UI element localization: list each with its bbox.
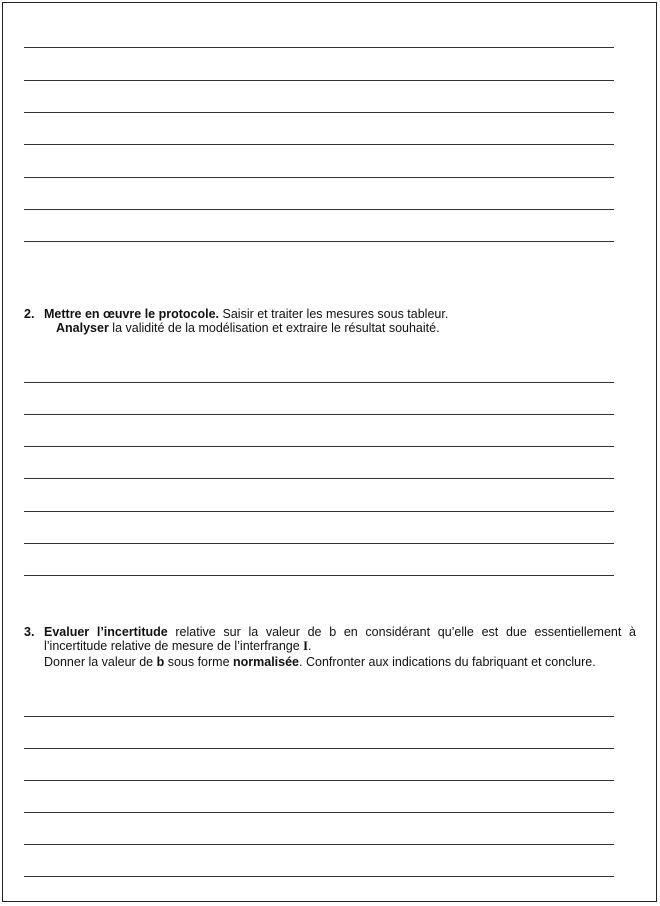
bold-phrase: Mettre en œuvre le protocole. xyxy=(44,307,220,321)
answer-line xyxy=(24,177,614,178)
bold-phrase: normalisée xyxy=(233,655,300,669)
question-line xyxy=(44,655,636,669)
question-line xyxy=(44,625,636,639)
question-number: 3. xyxy=(24,625,35,639)
answer-line xyxy=(24,414,614,415)
answer-line xyxy=(24,382,614,383)
answer-line xyxy=(24,844,614,845)
text-run: l’incertitude relative de mesure de l’interfrange xyxy=(44,639,304,653)
text-run: Donner la valeur de xyxy=(44,655,157,669)
bold-phrase: Evaluer l’incertitude xyxy=(44,625,168,639)
answer-line xyxy=(24,209,614,210)
text-run: . Confronter aux indications du fabriquant et conclure. xyxy=(299,655,596,669)
text-run: la validité de la modélisation et extraire le résultat souhaité. xyxy=(108,321,440,335)
question-text xyxy=(44,625,636,669)
answer-line xyxy=(24,748,614,749)
answer-line xyxy=(24,47,614,48)
answer-line xyxy=(24,478,614,479)
answer-line xyxy=(24,511,614,512)
answer-line xyxy=(24,876,614,877)
answer-line xyxy=(24,780,614,781)
text-run: relative sur la valeur de b en considérant qu’elle est due essentiellement à xyxy=(167,625,636,639)
answer-line xyxy=(24,543,614,544)
question-line xyxy=(44,321,636,335)
answer-line xyxy=(24,112,614,113)
bold-phrase: b xyxy=(156,655,165,669)
answer-line xyxy=(24,575,614,576)
question-3 xyxy=(24,625,636,669)
bold-phrase: Analyser xyxy=(56,321,109,335)
question-text xyxy=(44,307,636,335)
text-run: sous forme xyxy=(164,655,233,669)
answer-line xyxy=(24,144,614,145)
page-border xyxy=(2,2,657,902)
text-run: Saisir et traiter les mesures sous tableur. xyxy=(219,307,449,321)
text-run: . xyxy=(308,639,312,653)
question-2 xyxy=(24,307,636,335)
answer-line xyxy=(24,812,614,813)
answer-line xyxy=(24,80,614,81)
question-line xyxy=(44,307,636,321)
bold-symbol: I xyxy=(303,639,309,653)
answer-line xyxy=(24,446,614,447)
question-line xyxy=(44,639,636,653)
question-number: 2. xyxy=(24,307,35,321)
answer-line xyxy=(24,241,614,242)
answer-line xyxy=(24,716,614,717)
